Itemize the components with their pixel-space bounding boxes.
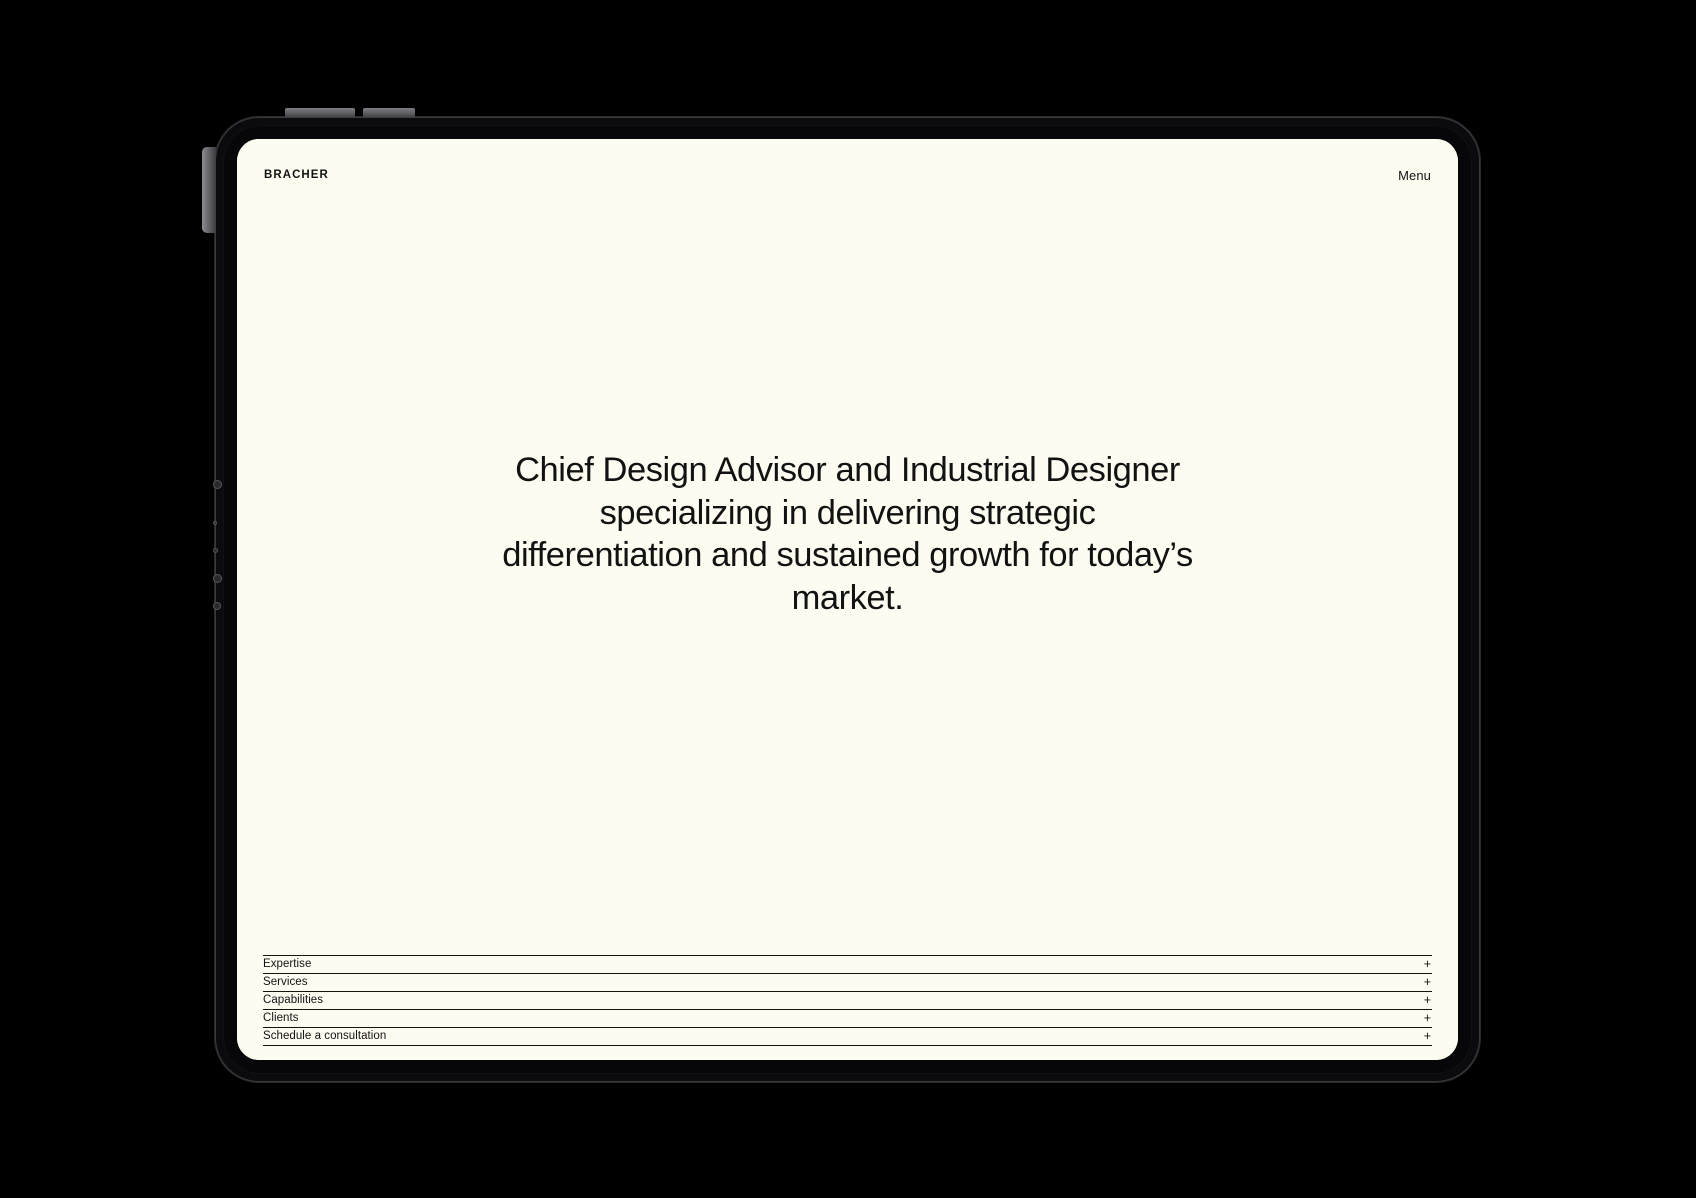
side-port-icon (213, 480, 222, 489)
tablet-device (215, 117, 1480, 1082)
accordion-list (263, 955, 1432, 1046)
power-button-secondary[interactable] (363, 108, 415, 118)
page-title: Chief Design Advisor and Industrial Designer specializing in delivering strategic differentiation and sustained growth for today’s market. (502, 451, 1193, 617)
volume-button[interactable] (202, 147, 216, 233)
accordion-item-label: Schedule a consultation (263, 1029, 387, 1042)
menu-button[interactable]: Menu (1398, 167, 1431, 183)
accordion-item-label: Clients (263, 1011, 299, 1024)
plus-icon[interactable]: + (1423, 1029, 1431, 1044)
side-port-icon (213, 602, 221, 610)
microphone-icon (213, 548, 218, 553)
accordion-item-clients[interactable] (263, 1010, 1432, 1028)
plus-icon[interactable]: + (1423, 1011, 1431, 1026)
microphone-icon (213, 521, 217, 525)
accordion-item-label: Capabilities (263, 993, 324, 1006)
plus-icon[interactable]: + (1423, 957, 1431, 972)
accordion-item-expertise[interactable] (263, 956, 1432, 974)
accordion-item-services[interactable] (263, 974, 1432, 992)
plus-icon[interactable]: + (1423, 975, 1431, 990)
site-header (237, 165, 1458, 185)
hero-section (237, 449, 1458, 619)
accordion-item-capabilities[interactable] (263, 992, 1432, 1010)
power-button[interactable] (285, 108, 355, 118)
brand-logo[interactable]: BRACHER (264, 169, 329, 181)
accordion-item-label: Services (263, 975, 308, 988)
side-port-icon (213, 574, 222, 583)
accordion-item-schedule-a-consultation[interactable] (263, 1028, 1432, 1046)
website-viewport (237, 139, 1458, 1060)
accordion-item-label: Expertise (263, 957, 312, 970)
plus-icon[interactable]: + (1423, 993, 1431, 1008)
tablet-screen (237, 139, 1458, 1060)
